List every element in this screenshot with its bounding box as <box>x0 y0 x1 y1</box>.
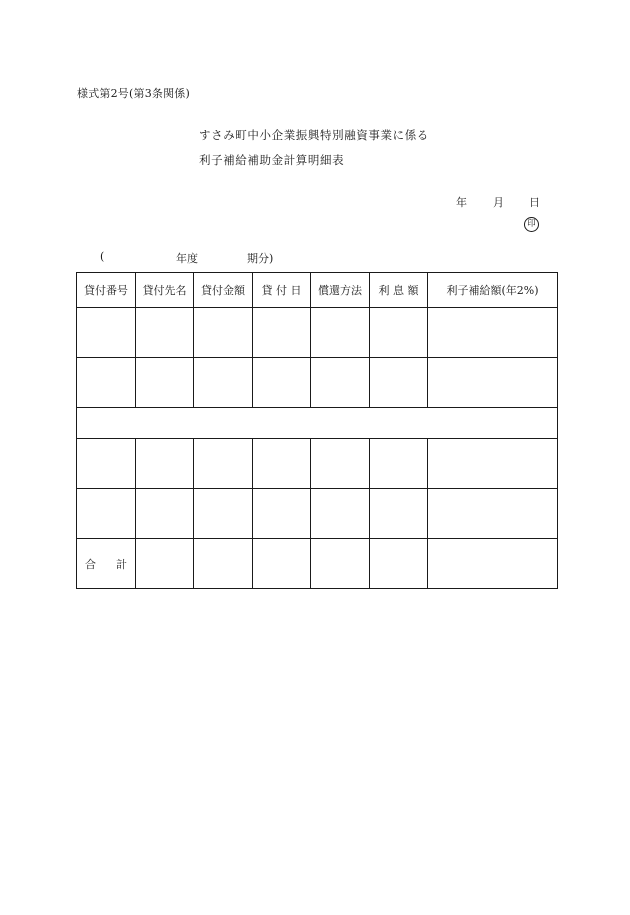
table-cell[interactable] <box>311 439 370 489</box>
table-row <box>77 358 558 408</box>
table-cell[interactable] <box>194 439 253 489</box>
table-header-row <box>77 273 558 308</box>
table-cell[interactable] <box>311 539 370 589</box>
header-repayment-method: 償還方法 <box>311 273 370 308</box>
omission-break-cell <box>77 408 558 439</box>
month-label: 月 <box>493 196 504 209</box>
fiscal-year-label: 年度 <box>176 252 198 265</box>
table-cell[interactable] <box>370 308 428 358</box>
header-loan-date: 貸 付 日 <box>253 273 311 308</box>
table-cell[interactable] <box>253 358 311 408</box>
calculation-detail-table <box>76 272 558 589</box>
header-loan-amount: 貸付金額 <box>194 273 253 308</box>
table-cell[interactable] <box>428 439 558 489</box>
omission-break-row <box>77 408 558 439</box>
table-cell[interactable] <box>253 539 311 589</box>
table-cell[interactable] <box>370 539 428 589</box>
header-interest-subsidy: 利子補給額(年2%) <box>428 273 558 308</box>
table-cell[interactable] <box>253 439 311 489</box>
table-cell[interactable] <box>428 539 558 589</box>
table-cell[interactable] <box>370 489 428 539</box>
header-loan-number: 貸付番号 <box>77 273 136 308</box>
table-cell[interactable] <box>77 308 136 358</box>
table-cell[interactable] <box>194 539 253 589</box>
seal-mark: 印 <box>524 217 539 232</box>
document-title-line2: 利子補給補助金計算明細表 <box>199 153 345 167</box>
table-cell[interactable] <box>311 489 370 539</box>
table-cell[interactable] <box>311 308 370 358</box>
header-interest-amount: 利 息 額 <box>370 273 428 308</box>
document-title-line1: すさみ町中小企業振興特別融資事業に係る <box>199 128 429 142</box>
table-cell[interactable] <box>253 308 311 358</box>
table-cell[interactable] <box>136 308 194 358</box>
table-cell[interactable] <box>136 489 194 539</box>
table-row <box>77 308 558 358</box>
table-cell[interactable] <box>194 358 253 408</box>
total-label: 合 計 <box>77 539 136 589</box>
period-label: 期分) <box>247 252 274 265</box>
year-label: 年 <box>456 196 467 209</box>
table-cell[interactable] <box>370 439 428 489</box>
table-cell[interactable] <box>428 308 558 358</box>
table-cell[interactable] <box>428 489 558 539</box>
table-row <box>77 439 558 489</box>
table-cell[interactable] <box>311 358 370 408</box>
table-cell[interactable] <box>136 439 194 489</box>
date-row <box>452 194 542 208</box>
table-cell[interactable] <box>428 358 558 408</box>
form-number: 様式第2号(第3条関係) <box>77 87 190 100</box>
table-cell[interactable] <box>194 308 253 358</box>
table-cell[interactable] <box>253 489 311 539</box>
table-row <box>77 489 558 539</box>
table-cell[interactable] <box>370 358 428 408</box>
header-borrower-name: 貸付先名 <box>136 273 194 308</box>
period-open-paren: ( <box>100 250 105 263</box>
total-row <box>77 539 558 589</box>
table-cell[interactable] <box>77 489 136 539</box>
table-cell[interactable] <box>136 539 194 589</box>
table-cell[interactable] <box>77 358 136 408</box>
table-cell[interactable] <box>136 358 194 408</box>
period-line <box>100 250 300 264</box>
table-cell[interactable] <box>77 439 136 489</box>
day-label: 日 <box>529 196 540 209</box>
table-cell[interactable] <box>194 489 253 539</box>
